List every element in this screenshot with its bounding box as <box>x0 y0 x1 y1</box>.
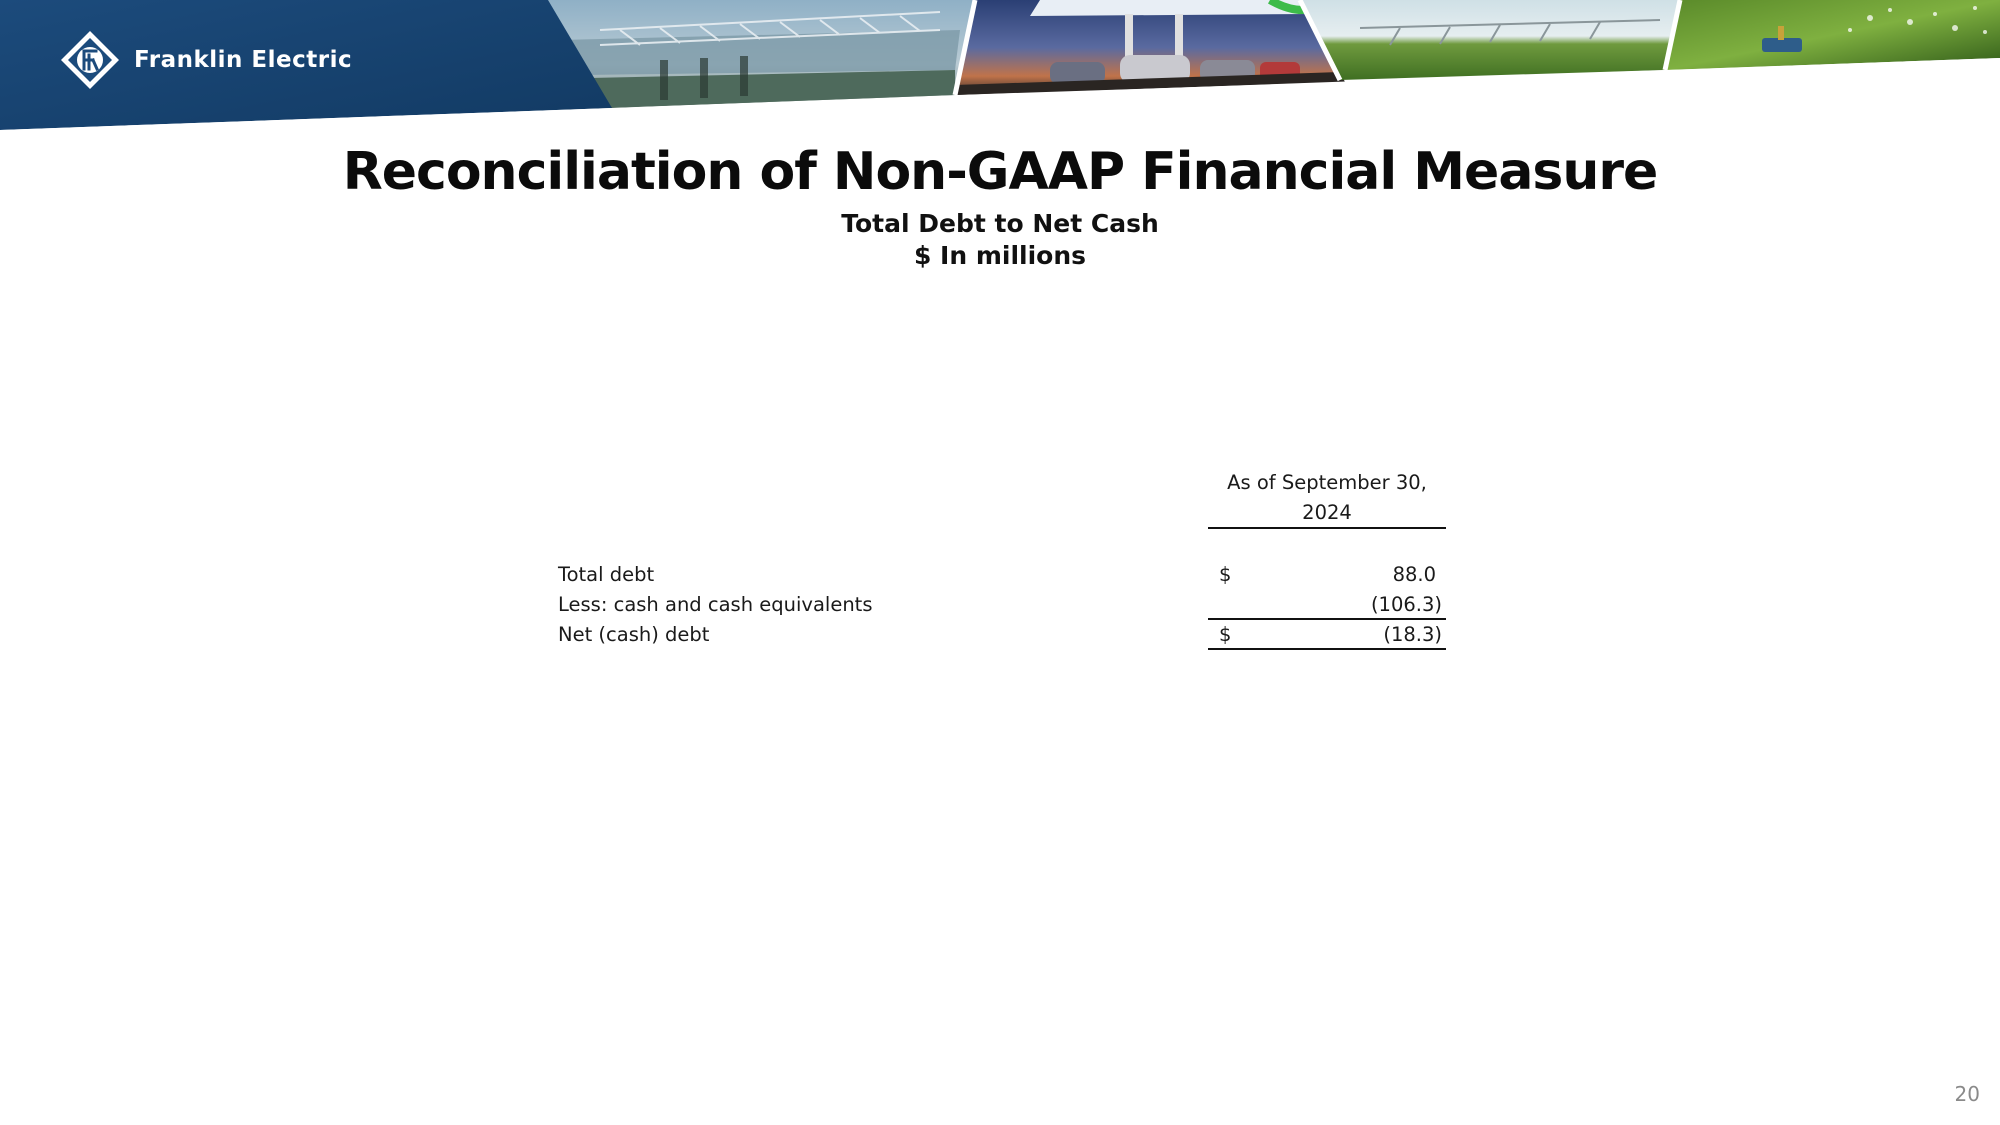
row-label: Total debt <box>558 563 655 586</box>
subtotal-rule <box>1208 618 1446 620</box>
currency-symbol: $ <box>1219 563 1232 586</box>
page-number: 20 <box>1954 1082 1980 1106</box>
brand-name: Franklin Electric <box>134 47 353 73</box>
water-treatment-bridge-photo <box>545 0 975 108</box>
currency-symbol: $ <box>1219 623 1232 646</box>
franklin-electric-diamond-logo-icon <box>60 30 120 90</box>
row-label: Net (cash) debt <box>558 623 710 646</box>
sprinkler-photo <box>1665 0 2000 70</box>
page-title: Reconciliation of Non-GAAP Financial Measure <box>342 142 1658 202</box>
row-value: 88.0 <box>1392 563 1436 586</box>
header-banner <box>0 0 2000 135</box>
row-value: (18.3) <box>1383 623 1442 646</box>
total-rule <box>1208 648 1446 650</box>
brand-logo <box>60 30 352 90</box>
irrigation-field-photo <box>1300 0 1680 80</box>
column-header-underline <box>1208 527 1446 529</box>
column-header-line-2: 2024 <box>1302 501 1352 524</box>
column-header <box>1208 468 1446 528</box>
fuel-station-photo <box>955 0 1345 95</box>
units-note: $ In millions <box>913 241 1087 270</box>
row-label: Less: cash and cash equivalents <box>558 593 873 616</box>
row-value: (106.3) <box>1370 593 1442 616</box>
column-header-line-1: As of September 30, <box>1227 471 1427 494</box>
page-subtitle: Total Debt to Net Cash <box>841 209 1159 238</box>
